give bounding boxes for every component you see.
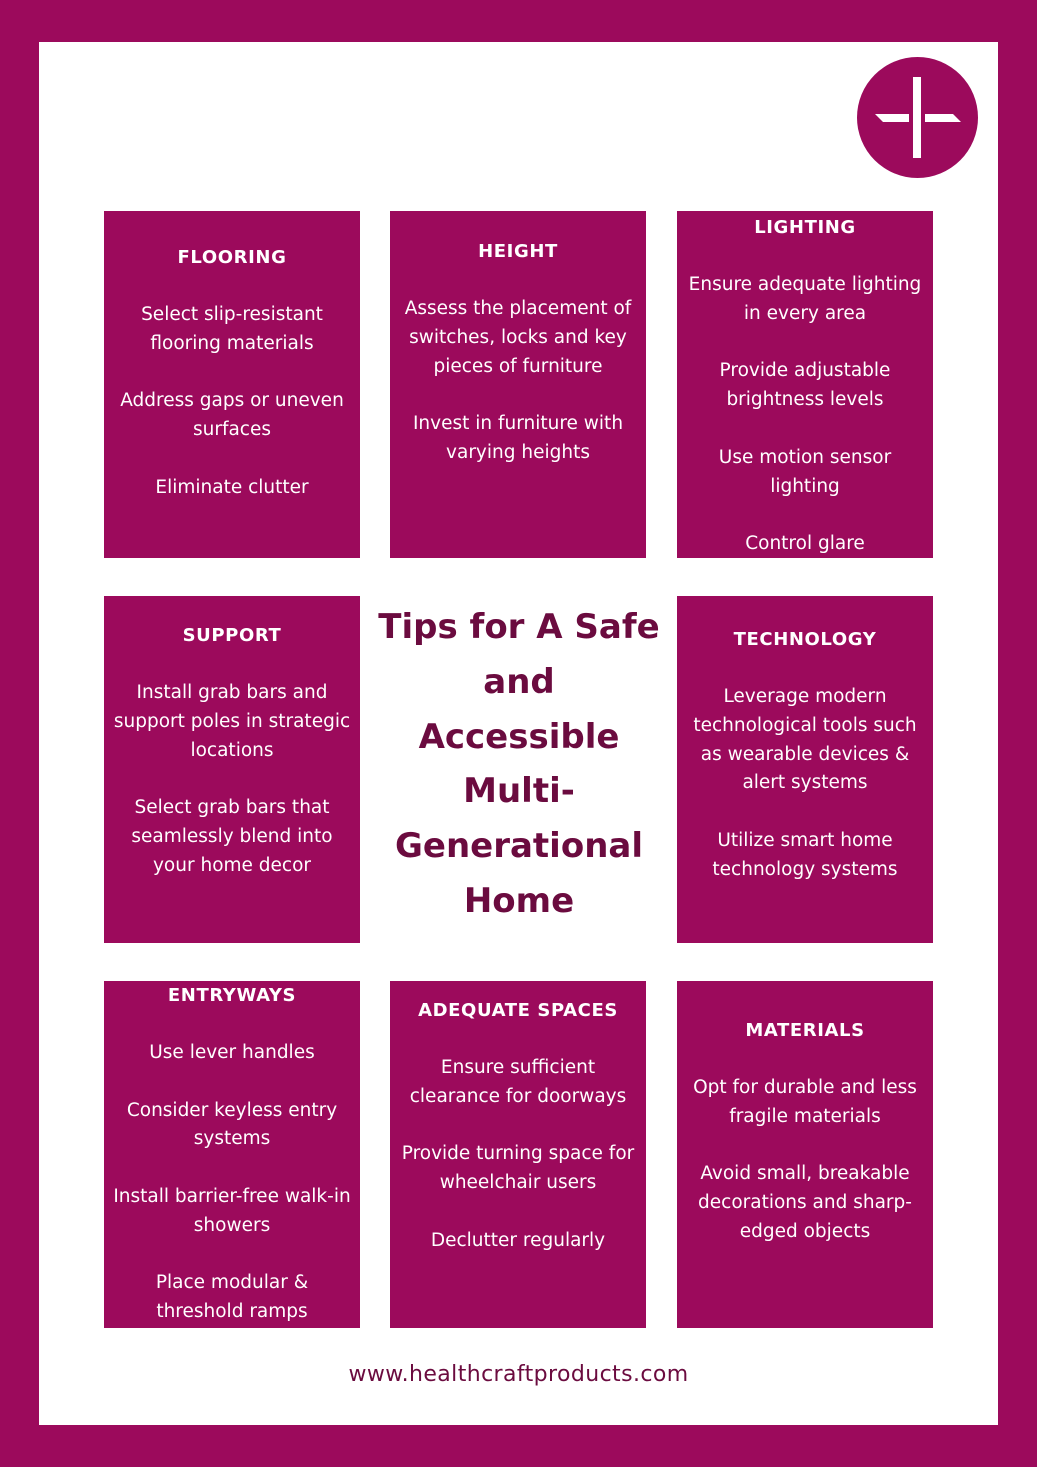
tip: Provide turning space for wheelchair users	[401, 1143, 635, 1194]
card-entryways	[104, 981, 360, 1328]
card-lighting	[677, 211, 933, 558]
card-height	[390, 211, 646, 558]
tip: Address gaps or uneven surfaces	[120, 390, 344, 441]
plus-logo-icon	[857, 57, 978, 178]
tip: Ensure sufficient clearance for doorways	[409, 1057, 627, 1107]
tip-list	[685, 1074, 925, 1247]
tip-list	[685, 683, 925, 885]
tip: Consider keyless entry systems	[126, 1099, 338, 1150]
tip: Leverage modern technological tools such as wearable devices & alert systems	[693, 686, 917, 794]
card-title: ADEQUATE SPACES	[418, 1000, 618, 1021]
tip: Ensure adequate lighting in every area	[688, 274, 922, 324]
tip: Avoid small, breakable decorations and sharp-edged objects	[698, 1163, 912, 1242]
card-support	[104, 596, 360, 943]
website-link[interactable]: www.healthcraftproducts.com	[348, 1362, 689, 1387]
tip: Opt for durable and less fragile materials	[693, 1077, 917, 1127]
card-technology	[677, 596, 933, 943]
card-title: HEIGHT	[478, 241, 558, 262]
page-title: Tips for A Safe and Accessible Multi-Generational Home	[378, 607, 660, 921]
card-title: MATERIALS	[745, 1020, 865, 1041]
tip: Eliminate clutter	[155, 476, 309, 498]
card-title: FLOORING	[177, 247, 287, 268]
tip: Invest in furniture with varying heights	[412, 413, 624, 463]
tip: Select slip-resistant flooring materials	[141, 304, 323, 354]
tip: Select grab bars that seamlessly blend into your home decor	[131, 797, 333, 876]
tip: Place modular & threshold ramps	[155, 1272, 309, 1323]
tip: Use lever handles	[149, 1042, 315, 1063]
card-materials	[677, 981, 933, 1328]
tip: Provide adjustable brightness levels	[719, 360, 891, 411]
tip: Use motion sensor lighting	[718, 446, 892, 497]
tip-list	[398, 1054, 638, 1256]
card-title: LIGHTING	[754, 217, 856, 238]
card-adequate-spaces	[390, 981, 646, 1328]
tip: Install grab bars and support poles in strategic locations	[113, 682, 351, 761]
tip: Utilize smart home technology systems	[712, 829, 898, 880]
tip-list	[112, 301, 352, 503]
tip: Control glare	[745, 533, 865, 555]
card-title: SUPPORT	[182, 625, 282, 646]
card-title: TECHNOLOGY	[733, 629, 877, 650]
card-flooring	[104, 211, 360, 558]
tip: Declutter regularly	[430, 1229, 606, 1251]
card-title: ENTRYWAYS	[167, 985, 297, 1006]
tip: Assess the placement of switches, locks and key pieces of furniture	[404, 298, 632, 377]
tip: Install barrier-free walk-in showers	[113, 1185, 351, 1236]
tip-list	[685, 271, 925, 559]
tip-list	[398, 295, 638, 468]
healthcraft-logo-icon	[857, 57, 978, 178]
tip-list	[112, 1039, 352, 1327]
tip-list	[112, 679, 352, 881]
